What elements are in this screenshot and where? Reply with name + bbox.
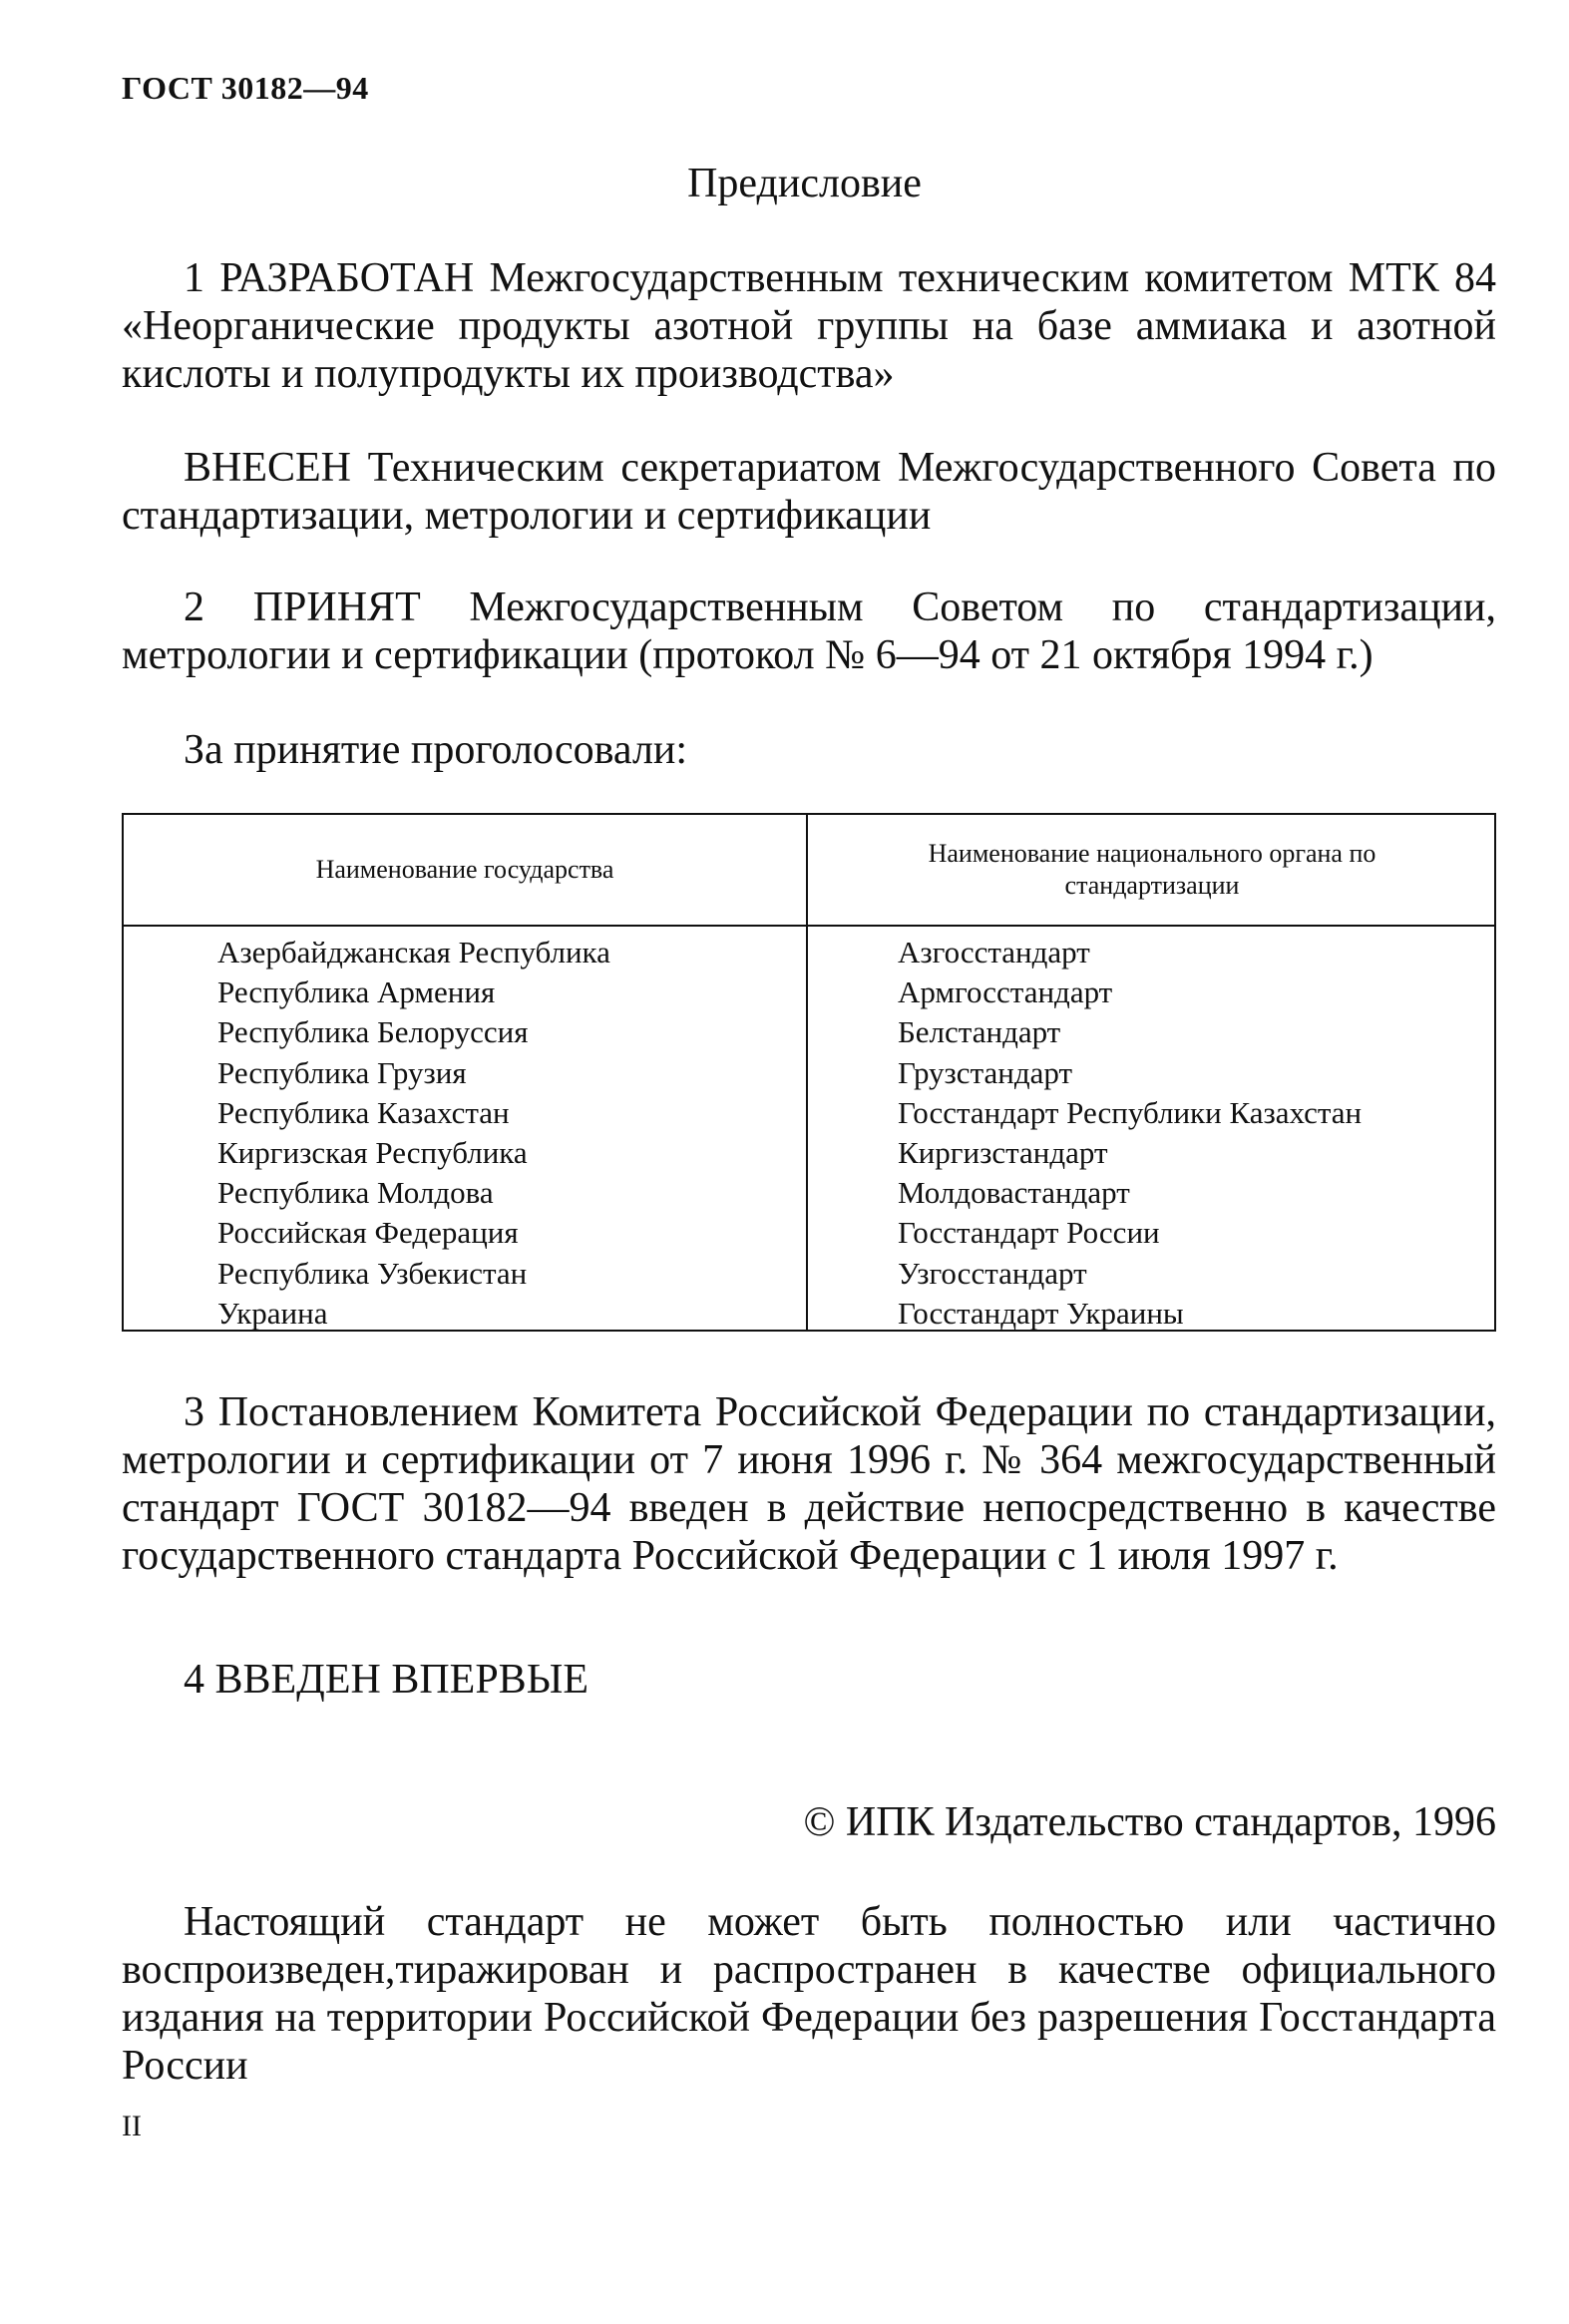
table-cell-state: Киргизская Республика <box>217 1135 528 1171</box>
table-cell-body: Узгосстандарт <box>898 1255 1087 1291</box>
table-cell-body: Азгосстандарт <box>898 935 1090 969</box>
table-cell-state: Украина <box>217 1295 328 1331</box>
table-cell-state: Республика Белоруссия <box>217 1014 529 1050</box>
state-names-column <box>217 933 610 1334</box>
paragraph-reproduction-notice: Настоящий стандарт не может быть полностью или частично воспроизведен,тиражирован и распространен в качестве официального издания на территории Российской Федерации без разрешения Госстандарта России <box>122 1899 1496 2089</box>
paragraph-adopted-by: 2 ПРИНЯТ Межгосударственным Советом по стандартизации, метрологии и сертификации (протокол № 6—94 от 21 октября 1994 г.) <box>122 584 1496 678</box>
voting-states-table <box>122 813 1496 1332</box>
table-cell-state: Азербайджанская Республика <box>217 935 610 969</box>
table-cell-state: Республика Казахстан <box>217 1094 510 1130</box>
table-cell-body: Грузстандарт <box>898 1054 1073 1090</box>
paragraph-developed-by: 1 РАЗРАБОТАН Межгосударственным техническим комитетом МТК 84 «Неорганические продукты азотной группы на базе аммиака и азотной кислоты и полупродукты их производства» <box>122 255 1496 397</box>
table-cell-body: Киргизстандарт <box>898 1135 1108 1171</box>
copyright-notice: © ИПК Издательство стандартов, 1996 <box>803 1799 1496 1845</box>
table-cell-body: Госстандарт Республики Казахстан <box>898 1094 1363 1130</box>
standard-code-header: ГОСТ 30182—94 <box>122 70 369 106</box>
table-cell-body: Белстандарт <box>898 1014 1061 1050</box>
table-cell-state: Республика Узбекистан <box>217 1255 528 1291</box>
table-header-divider <box>124 925 1494 927</box>
table-cell-state: Республика Армения <box>217 974 496 1010</box>
table-header-national-body <box>808 815 1496 925</box>
section-title: Предисловие <box>687 161 922 206</box>
table-cell-body: Молдовастандарт <box>898 1175 1130 1211</box>
table-cell-body: Армгосстандарт <box>898 974 1113 1010</box>
table-cell-state: Российская Федерация <box>217 1215 519 1251</box>
paragraph-submitted-by: ВНЕСЕН Техническим секретариатом Межгосударственного Совета по стандартизации, метрологии и сертификации <box>122 445 1496 539</box>
table-header-national-body-label: Наименование национального органа по стандартизации <box>928 839 1376 900</box>
table-cell-body: Госстандарт Украины <box>898 1295 1184 1331</box>
table-cell-body: Госстандарт России <box>898 1215 1160 1251</box>
paragraph-resolution: 3 Постановлением Комитета Российской Федерации по стандартизации, метрологии и сертификации от 7 июня 1996 г. № 364 межгосударственный стандарт ГОСТ 30182—94 введен в действие непосредственно в качестве государственного стандарта Российской Федерации с 1 июля 1997 г. <box>122 1389 1496 1579</box>
table-cell-state: Республика Грузия <box>217 1054 467 1090</box>
national-bodies-column <box>898 933 1362 1334</box>
table-cell-state: Республика Молдова <box>217 1175 494 1211</box>
paragraph-introduced-first: 4 ВВЕДЕН ВПЕРВЫЕ <box>184 1657 588 1703</box>
table-header-state: Наименование государства <box>315 855 614 884</box>
paragraph-voted-for: За принятие проголосовали: <box>184 727 688 773</box>
page-number: II <box>122 2110 142 2142</box>
